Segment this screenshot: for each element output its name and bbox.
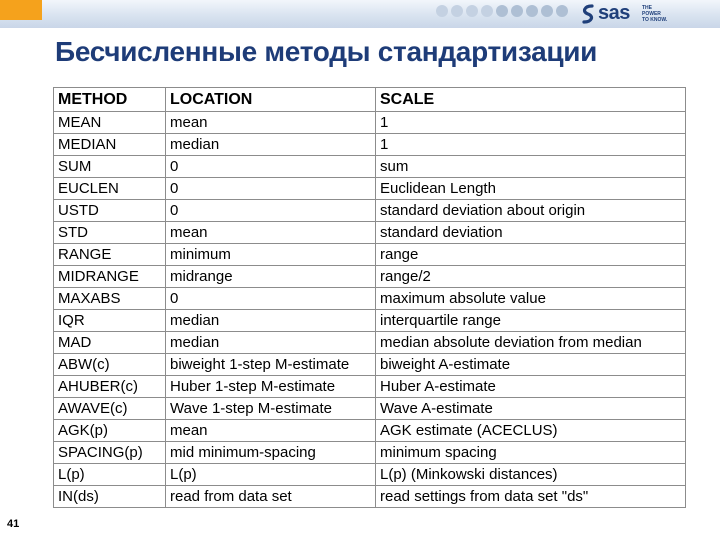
method-cell: RANGE <box>54 244 166 266</box>
table-row <box>54 266 686 288</box>
scale-cell: read settings from data set "ds" <box>376 486 686 508</box>
decor-dot <box>481 5 493 17</box>
method-cell: USTD <box>54 200 166 222</box>
decor-dot <box>511 5 523 17</box>
method-cell: SUM <box>54 156 166 178</box>
decor-dot <box>556 5 568 17</box>
location-cell: mean <box>166 222 376 244</box>
location-cell: Wave 1-step M-estimate <box>166 398 376 420</box>
method-cell: MEDIAN <box>54 134 166 156</box>
table-row <box>54 222 686 244</box>
location-cell: biweight 1-step M-estimate <box>166 354 376 376</box>
standardization-methods-table <box>53 87 686 508</box>
location-cell: Huber 1-step M-estimate <box>166 376 376 398</box>
location-cell: median <box>166 310 376 332</box>
method-cell: AHUBER(c) <box>54 376 166 398</box>
method-cell: IN(ds) <box>54 486 166 508</box>
method-cell: STD <box>54 222 166 244</box>
location-cell: 0 <box>166 178 376 200</box>
sas-logo <box>578 2 688 26</box>
table-row <box>54 310 686 332</box>
location-cell: median <box>166 134 376 156</box>
location-cell: mid minimum-spacing <box>166 442 376 464</box>
method-cell: ABW(c) <box>54 354 166 376</box>
location-cell: read from data set <box>166 486 376 508</box>
accent-block <box>0 0 42 20</box>
table-row <box>54 112 686 134</box>
table-row <box>54 200 686 222</box>
method-cell: IQR <box>54 310 166 332</box>
slide-title: Бесчисленные методы стандартизации <box>55 36 598 67</box>
sas-swirl-icon <box>578 4 600 24</box>
scale-cell: Wave A-estimate <box>376 398 686 420</box>
location-cell: median <box>166 332 376 354</box>
column-header-scale: SCALE <box>376 88 686 112</box>
scale-cell: maximum absolute value <box>376 288 686 310</box>
page-number: 41 <box>7 518 20 530</box>
location-cell: mean <box>166 112 376 134</box>
location-cell: mean <box>166 420 376 442</box>
table-header-row <box>54 88 686 112</box>
method-cell: EUCLEN <box>54 178 166 200</box>
scale-cell: standard deviation <box>376 222 686 244</box>
scale-cell: Huber A-estimate <box>376 376 686 398</box>
table-row <box>54 134 686 156</box>
method-cell: MAD <box>54 332 166 354</box>
decor-dot <box>526 5 538 17</box>
method-cell: SPACING(p) <box>54 442 166 464</box>
scale-cell: minimum spacing <box>376 442 686 464</box>
scale-cell: standard deviation about origin <box>376 200 686 222</box>
location-cell: L(p) <box>166 464 376 486</box>
scale-cell: Euclidean Length <box>376 178 686 200</box>
decor-dot <box>496 5 508 17</box>
scale-cell: interquartile range <box>376 310 686 332</box>
table-row <box>54 178 686 200</box>
table-row <box>54 398 686 420</box>
method-cell: MAXABS <box>54 288 166 310</box>
decorative-dots <box>436 5 568 19</box>
table-row <box>54 442 686 464</box>
location-cell: 0 <box>166 156 376 178</box>
method-cell: MEAN <box>54 112 166 134</box>
method-cell: MIDRANGE <box>54 266 166 288</box>
scale-cell: range/2 <box>376 266 686 288</box>
table-row <box>54 288 686 310</box>
table-row <box>54 464 686 486</box>
header-bar <box>0 0 720 28</box>
scale-cell: range <box>376 244 686 266</box>
decor-dot <box>436 5 448 17</box>
table-row <box>54 332 686 354</box>
location-cell: minimum <box>166 244 376 266</box>
method-cell: AWAVE(c) <box>54 398 166 420</box>
scale-cell: 1 <box>376 134 686 156</box>
table-row <box>54 354 686 376</box>
table-row <box>54 376 686 398</box>
column-header-location: LOCATION <box>166 88 376 112</box>
location-cell: midrange <box>166 266 376 288</box>
decor-dot <box>466 5 478 17</box>
method-cell: AGK(p) <box>54 420 166 442</box>
logo-wordmark: sas <box>598 2 630 24</box>
logo-tagline: THE POWER TO KNOW. <box>642 5 668 23</box>
table-row <box>54 486 686 508</box>
method-cell: L(p) <box>54 464 166 486</box>
scale-cell: biweight A-estimate <box>376 354 686 376</box>
location-cell: 0 <box>166 200 376 222</box>
scale-cell: sum <box>376 156 686 178</box>
column-header-method: METHOD <box>54 88 166 112</box>
decor-dot <box>451 5 463 17</box>
scale-cell: median absolute deviation from median <box>376 332 686 354</box>
table-row <box>54 420 686 442</box>
scale-cell: 1 <box>376 112 686 134</box>
location-cell: 0 <box>166 288 376 310</box>
decor-dot <box>541 5 553 17</box>
scale-cell: AGK estimate (ACECLUS) <box>376 420 686 442</box>
table-row <box>54 244 686 266</box>
table-row <box>54 156 686 178</box>
scale-cell: L(p) (Minkowski distances) <box>376 464 686 486</box>
